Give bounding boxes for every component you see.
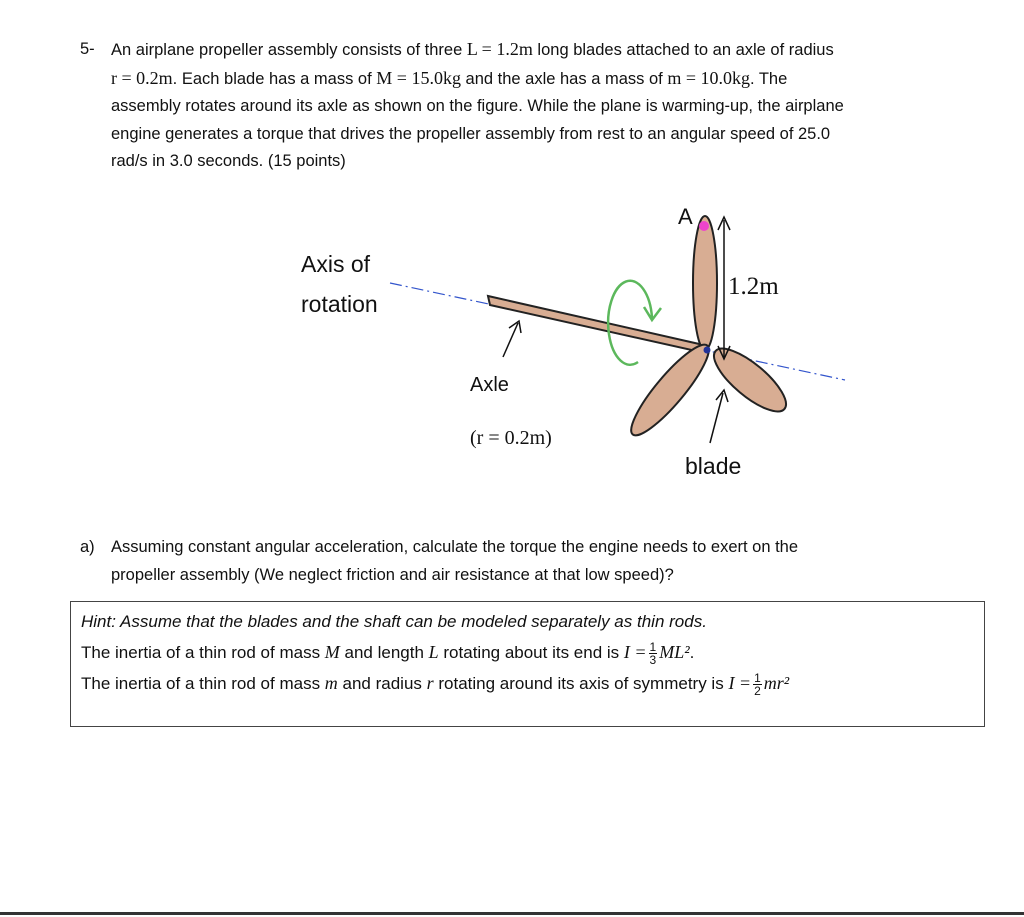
problem-line-2: r = 0.2m. Each blade has a mass of M = 15.0kg and the axle has a mass of m = 10.0kg. The [111,67,788,88]
one-half-fraction: $\frac{1}{2}$ [754,671,761,699]
propeller-figure [280,190,860,490]
length-label: 1.2m [728,273,779,300]
propeller-diagram [280,190,860,490]
radius-equation: r = 0.2m [111,67,173,88]
one-third-fraction: $\frac{1}{3}$ [649,640,657,668]
part-a-line-1: Assuming constant angular acceleration, calculate the torque the engine needs to exert on the [111,538,799,556]
problem-statement [80,36,980,176]
hint-line-1: Hint: Assume that the blades and the shaft can be modeled separately as thin rods. [81,612,707,631]
blade-lower-left [622,337,718,444]
length-equation: L = 1.2m [466,39,533,59]
blade-pointer [710,393,723,443]
axle-radius-label: (r = 0.2m) [470,427,552,449]
axis-label-1: Axis of [301,251,371,277]
point-a-marker [699,221,709,231]
hub [704,347,711,354]
part-a [80,534,980,589]
axle-rod [488,296,708,353]
part-a-line-2: propeller assembly (We neglect friction and air resistance at that low speed)? [111,565,674,584]
problem-line-3: assembly rotates around its axle as shown on the figure. While the plane is warming-up, the airplane [111,97,844,115]
problem-line-1: An airplane propeller assembly consists of three L = 1.2m long blades attached to an axle of radius [111,39,834,59]
hint-line-3: The inertia of a thin rod of mass m and radius r rotating around its axis of symmetry is I = $\frac{1}{2}$ mr² [81,671,790,699]
point-a-label: A [678,204,693,229]
hint-line-2: The inertia of a thin rod of mass M and length L rotating about its end is I = $\frac{1}{3}$ ML². [81,640,695,668]
part-a-label: a) [80,538,95,556]
blade-mass-equation: M = 15.0kg [376,67,461,88]
axis-label-2: rotation [301,291,378,317]
problem-line-4: engine generates a torque that drives the propeller assembly from rest to an angular speed of 25.0 [111,124,831,143]
problem-line-5: rad/s in 3.0 seconds. (15 points) [111,152,346,170]
problem-number: 5- [80,40,95,58]
axle-mass-equation: m = 10.0kg [667,67,750,88]
page-bottom-border [0,912,1024,915]
blade-label: blade [685,453,742,479]
hint-box [70,601,985,727]
blade-top [693,216,717,350]
rotation-arrow [608,281,652,365]
axle-pointer [503,323,518,357]
axle-label: Axle [470,374,509,396]
